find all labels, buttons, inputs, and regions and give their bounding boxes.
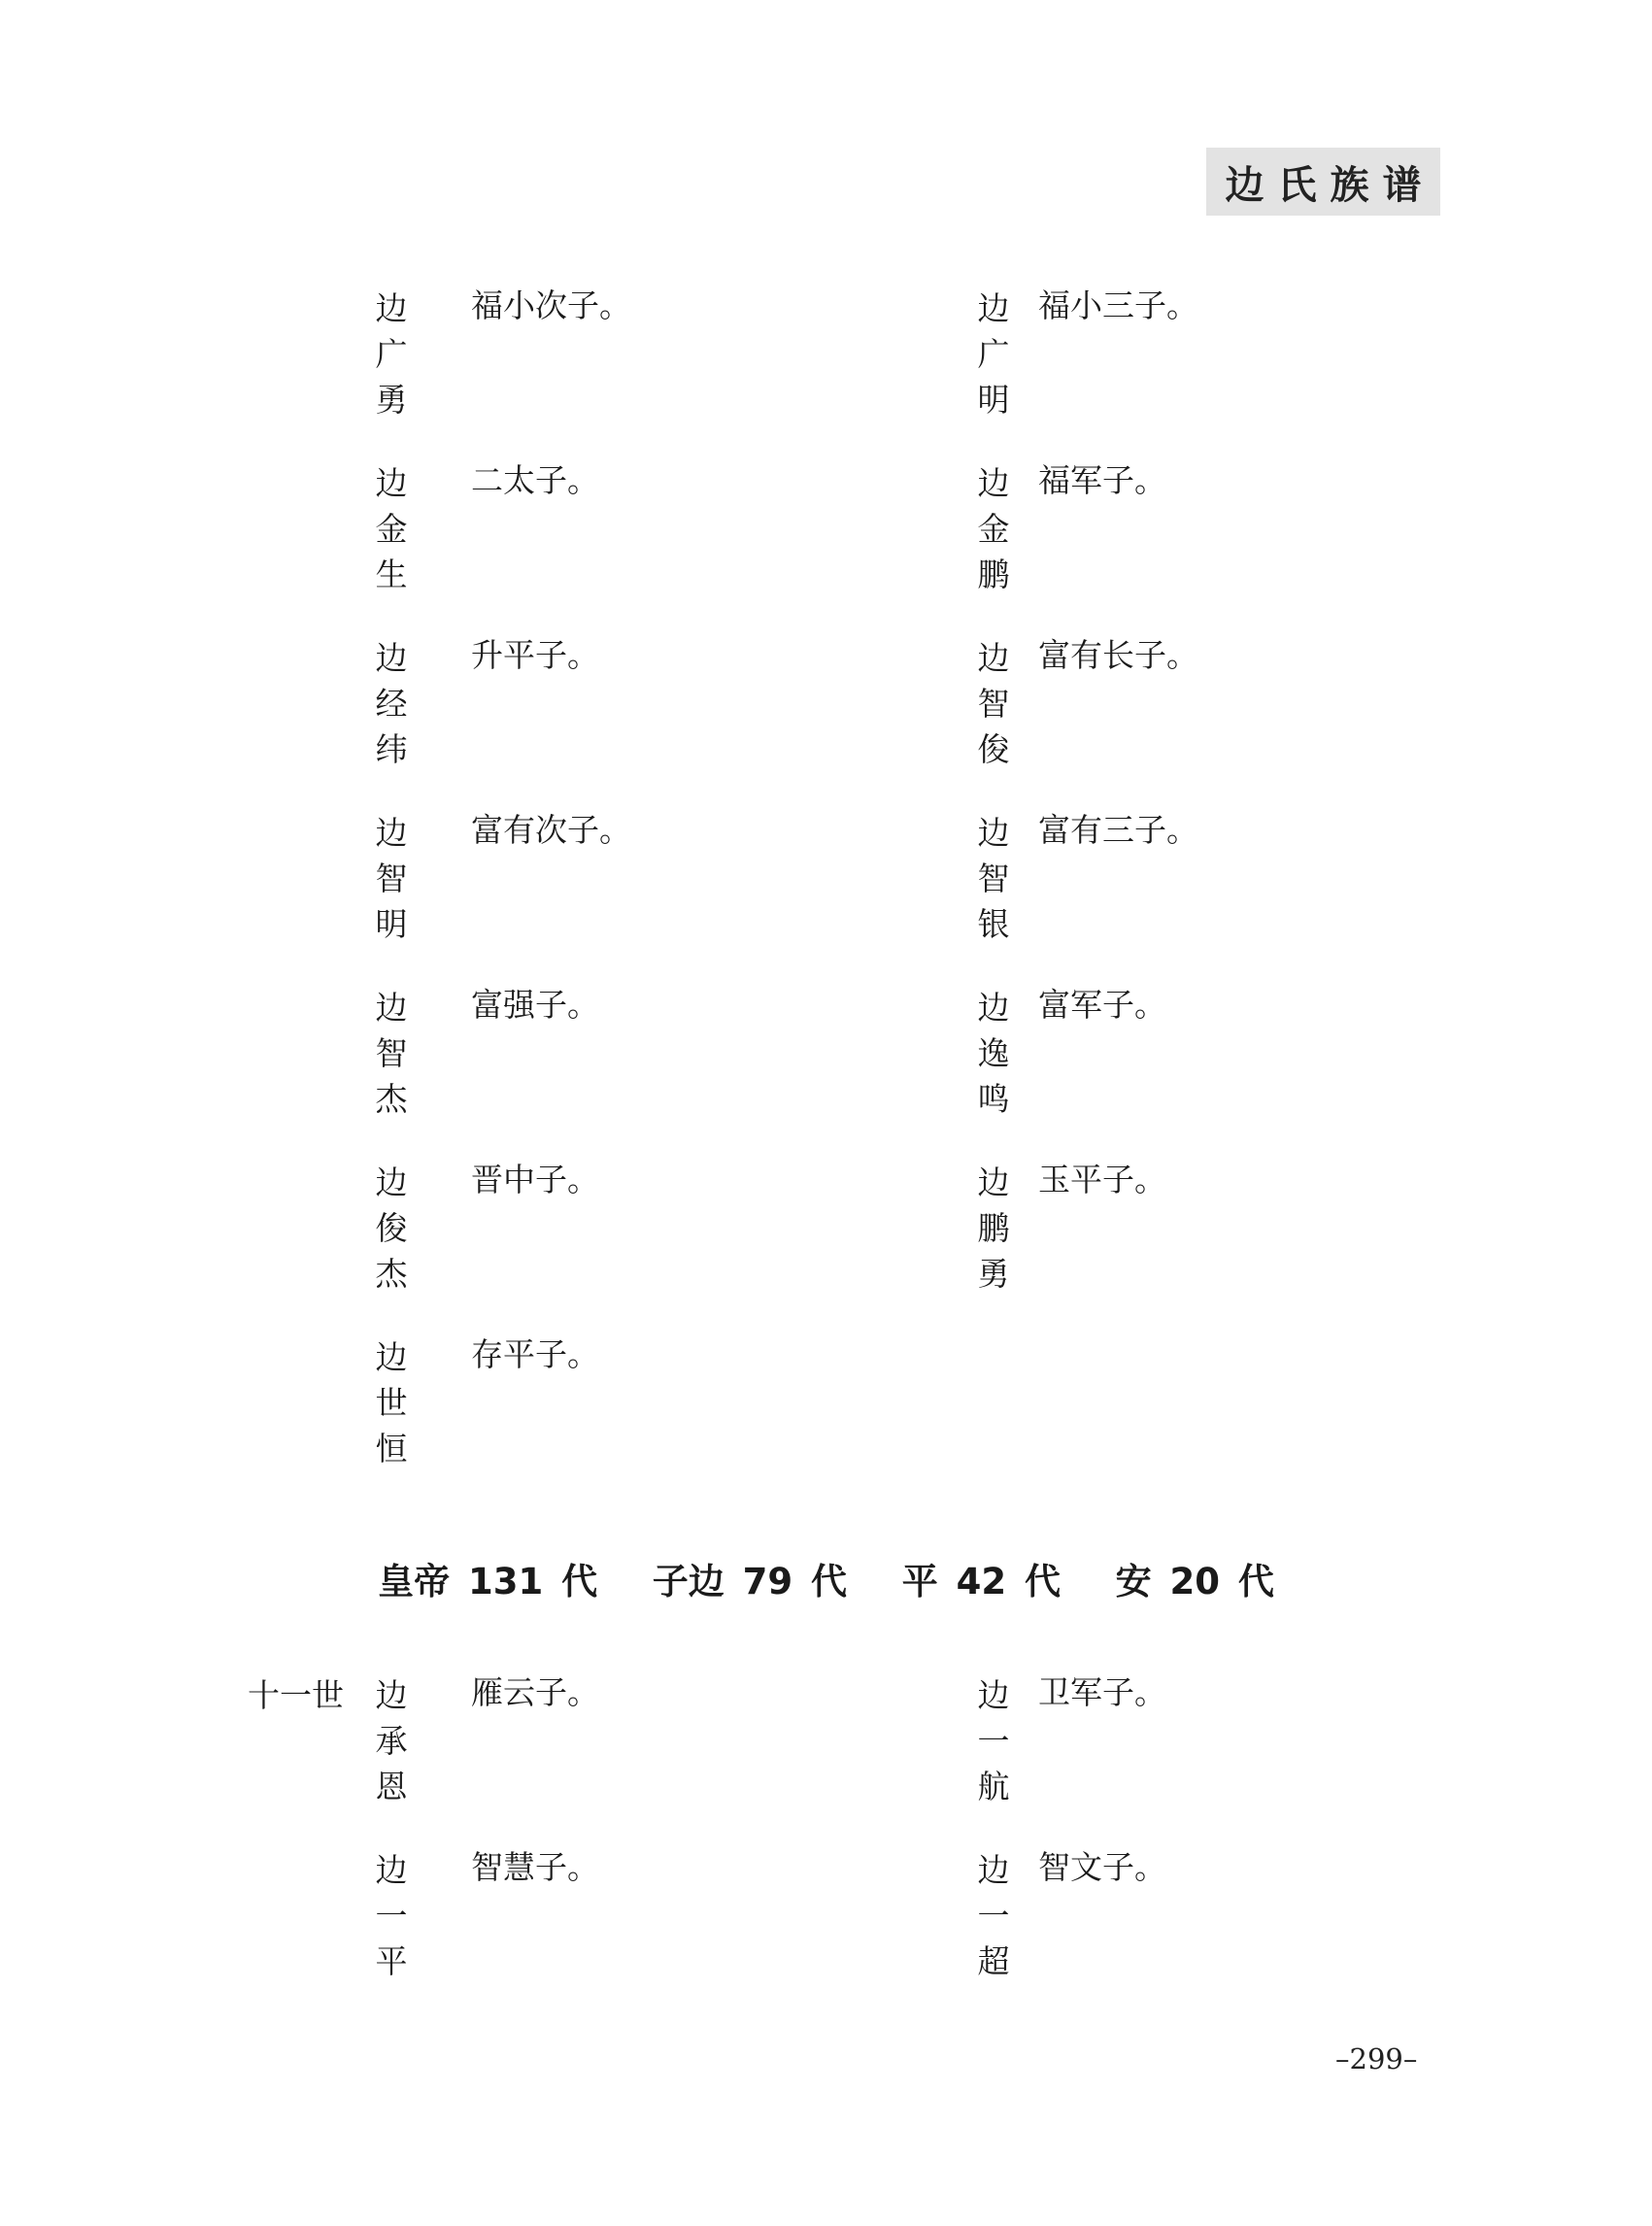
name-char: 边 <box>375 1676 408 1714</box>
name-char: 鹏 <box>977 556 1010 593</box>
name-char: 鸣 <box>977 1080 1010 1118</box>
header-box <box>1206 148 1440 216</box>
lineage-description: 智文子。 <box>1038 1848 1166 1886</box>
name-char: 边 <box>375 1164 408 1201</box>
name-char: 航 <box>977 1768 1010 1805</box>
person-name <box>972 286 1015 422</box>
name-char: 智 <box>977 685 1010 723</box>
person-name <box>370 810 413 947</box>
name-char: 边 <box>977 1676 1010 1714</box>
name-char: 勇 <box>977 1255 1010 1293</box>
name-char: 智 <box>375 860 408 897</box>
person-name <box>370 1847 413 1984</box>
name-char: 杰 <box>375 1255 408 1293</box>
person-name <box>370 286 413 422</box>
person-name <box>972 1672 1015 1809</box>
name-char: 智 <box>375 1034 408 1072</box>
name-char: 明 <box>375 905 408 943</box>
header-title: 边氏族谱 <box>1225 162 1435 208</box>
person-name <box>370 460 413 597</box>
name-char: 经 <box>375 685 408 723</box>
name-char: 广 <box>977 335 1010 373</box>
lineage-description: 二太子。 <box>471 461 599 499</box>
person-name <box>370 1160 413 1297</box>
name-char: 平 <box>375 1942 408 1980</box>
name-char: 智 <box>977 860 1010 897</box>
name-char: 边 <box>375 1851 408 1889</box>
name-char: 杰 <box>375 1080 408 1118</box>
name-char: 边 <box>375 639 408 677</box>
name-char: 边 <box>977 1164 1010 1201</box>
person-name <box>972 460 1015 597</box>
name-char: 金 <box>375 510 408 548</box>
lineage-description: 富有次子。 <box>471 811 631 849</box>
name-char: 恩 <box>375 1768 408 1805</box>
name-char: 边 <box>375 814 408 852</box>
name-char: 边 <box>977 989 1010 1027</box>
person-name <box>370 635 413 772</box>
name-char: 边 <box>977 464 1010 502</box>
lineage-description: 富有三子。 <box>1038 811 1198 849</box>
name-char: 边 <box>977 289 1010 327</box>
lineage-description: 卫军子。 <box>1038 1673 1166 1711</box>
person-name <box>972 1160 1015 1297</box>
person-name <box>972 635 1015 772</box>
lineage-description: 福小三子。 <box>1038 287 1198 324</box>
name-char: 边 <box>375 464 408 502</box>
name-char: 金 <box>977 510 1010 548</box>
name-char: 世 <box>375 1384 408 1422</box>
name-char: 银 <box>977 905 1010 943</box>
name-char: 边 <box>977 814 1010 852</box>
name-char: 一 <box>977 1897 1010 1935</box>
name-char: 鹏 <box>977 1209 1010 1247</box>
person-name <box>972 985 1015 1122</box>
lineage-description: 富军子。 <box>1038 986 1166 1024</box>
lineage-description: 富强子。 <box>471 986 599 1024</box>
lineage-description: 雁云子。 <box>471 1673 599 1711</box>
name-char: 超 <box>977 1942 1010 1980</box>
name-char: 边 <box>375 1338 408 1376</box>
person-name <box>370 985 413 1122</box>
lineage-description: 智慧子。 <box>471 1848 599 1886</box>
name-char: 俊 <box>977 730 1010 768</box>
name-char: 边 <box>977 639 1010 677</box>
name-char: 俊 <box>375 1209 408 1247</box>
lineage-description: 晋中子。 <box>471 1161 599 1198</box>
lineage-description: 升平子。 <box>471 636 599 674</box>
name-char: 承 <box>375 1722 408 1760</box>
lineage-description: 玉平子。 <box>1038 1161 1166 1198</box>
name-char: 一 <box>375 1897 408 1935</box>
name-char: 边 <box>977 1851 1010 1889</box>
name-char: 边 <box>375 289 408 327</box>
person-name <box>370 1334 413 1471</box>
name-char: 广 <box>375 335 408 373</box>
name-char: 纬 <box>375 730 408 768</box>
person-name <box>370 1672 413 1809</box>
name-char: 明 <box>977 381 1010 419</box>
generation-label: 十一世 <box>248 1676 344 1714</box>
name-char: 生 <box>375 556 408 593</box>
lineage-description: 福小次子。 <box>471 287 631 324</box>
name-char: 逸 <box>977 1034 1010 1072</box>
generation-heading: 皇帝 131 代 子边 79 代 平 42 代 安 20 代 <box>378 1561 1274 1602</box>
name-char: 勇 <box>375 381 408 419</box>
person-name <box>972 1847 1015 1984</box>
lineage-description: 富有长子。 <box>1038 636 1198 674</box>
page-number: –299– <box>1335 2042 1418 2075</box>
name-char: 边 <box>375 989 408 1027</box>
name-char: 恒 <box>375 1430 408 1467</box>
name-char: 一 <box>977 1722 1010 1760</box>
lineage-description: 福军子。 <box>1038 461 1166 499</box>
lineage-description: 存平子。 <box>471 1335 599 1373</box>
person-name <box>972 810 1015 947</box>
